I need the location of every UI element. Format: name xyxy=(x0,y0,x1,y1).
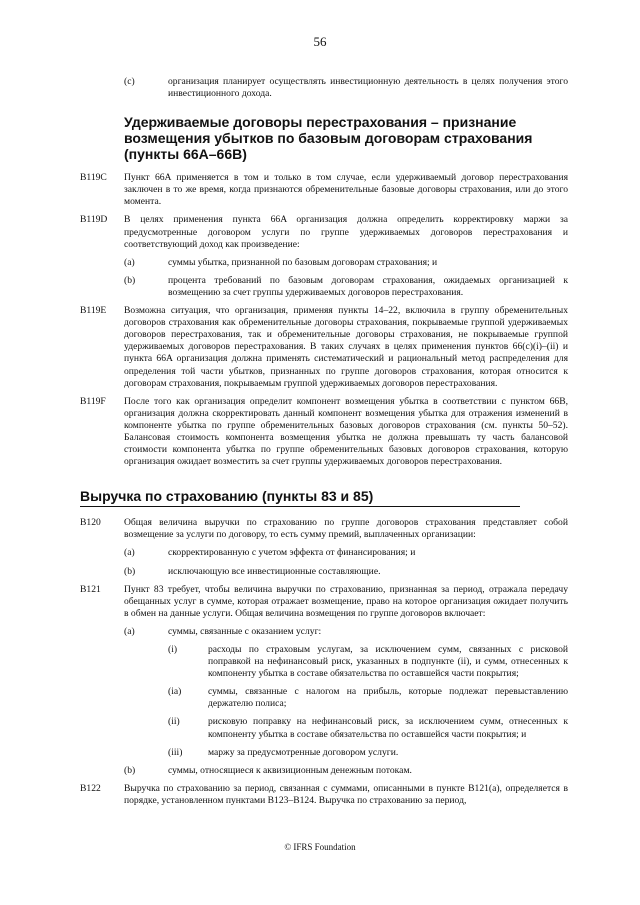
list-item xyxy=(80,765,568,777)
section-heading: Удерживаемые договоры перестрахования – признание возмещения убытков по базовым договорам страхования (пункты 66A–66B) xyxy=(124,114,533,163)
item-text: процента требований по базовым договорам страхования, ожидаемых организацией к возмещению за счет группы удерживаемых договоров перестрахования. xyxy=(168,274,568,298)
list-item xyxy=(80,275,568,299)
list-item xyxy=(80,257,568,269)
item-text: суммы, связанные с налогом на прибыль, которые подлежат перевыставлению держателю полиса; xyxy=(208,686,568,710)
item-label: (b) xyxy=(124,764,136,776)
item-text: маржу за предусмотренные договором услуги. xyxy=(208,746,399,758)
paragraph-number: B120 xyxy=(80,517,101,529)
item-label: (a) xyxy=(124,547,135,559)
list-item xyxy=(80,644,568,680)
paragraph-b120 xyxy=(80,517,568,541)
paragraph-text: Возможна ситуация, что организация, применяя пункты 14–22, включила в группу обременительных договоров страхования как обременительные договоры страхования, покрываемые группой удерживаемых договоров перестрахования, так и обременительные договоры страхования, не покрываемые группой удерживаемых договоров перестрахования. В таких случаях в целях применения пунктов 66(c)(i)–(ii) и пункта 66A организация должна применять систематический и рациональный метод распределения для определения той части убытков, признанных по группе договоров страхования, которая относится к договорам страхования, покрываемым группой удерживаемых договоров перестрахования. xyxy=(124,305,568,389)
section-heading: Выручка по страхованию (пункты 83 и 85) xyxy=(80,488,520,507)
list-item xyxy=(80,626,568,638)
item-text: расходы по страховым услугам, за исключением сумм, связанных с рисковой поправкой на нефинансовый риск, указанных в подпункте (ii), и сумм, отнесенных к компоненту убытка в составе обязательства по оставшейся части покрытия; xyxy=(208,644,568,680)
list-item xyxy=(80,547,568,559)
paragraph-b119c xyxy=(80,172,568,208)
item-label: (c) xyxy=(124,76,135,87)
paragraph-b122 xyxy=(80,783,568,807)
item-text: суммы, связанные с оказанием услуг: xyxy=(168,625,322,637)
item-label: (ii) xyxy=(168,716,180,728)
item-label: (a) xyxy=(124,625,135,637)
page-number: 56 xyxy=(313,34,327,49)
item-label: (b) xyxy=(124,565,136,577)
paragraph-number: B122 xyxy=(80,782,101,794)
paragraph-number: B119D xyxy=(80,214,108,226)
paragraph-b119e xyxy=(80,305,568,390)
paragraph-b119d xyxy=(80,214,568,250)
item-label: (ia) xyxy=(168,686,182,698)
page-content xyxy=(80,76,568,813)
item-text: организация планирует осуществлять инвестиционную деятельность в целях получения этого инвестиционного дохода. xyxy=(168,76,568,100)
footer-copyright: © IFRS Foundation xyxy=(284,842,356,852)
list-item xyxy=(80,686,568,710)
item-text: скорректированную с учетом эффекта от финансирования; и xyxy=(168,547,416,559)
paragraph-text: После того как организация определит компонент возмещения убытка в соответствии с пунктом 66B, организация должна скорректировать данный компонент возмещения убытка для отражения изменений в компоненте убытка по группе обременительных базовых договоров страхования (см. пункты 50–52). Балансовая стоимость компонента возмещения убытка не должна превышать ту часть балансовой стоимости компонента убытка по группе обременительных базовых договоров страхования, которую организация ожидает возместить за счет группы удерживаемых договоров перестрахования. xyxy=(124,395,568,468)
paragraph-text: Общая величина выручки по страхованию по группе договоров страхования представляет собой возмещение за услуги по договору, то есть сумму премий, выплаченных организации: xyxy=(124,517,568,541)
paragraph-text: Пункт 66A применяется в том и только в том случае, если удерживаемый договор перестрахования заключен в то же время, когда признаются обременительные базовые договоры страхования, или до этого момента. xyxy=(124,172,568,208)
paragraph-number: B119F xyxy=(80,395,106,407)
paragraph-number: B119E xyxy=(80,305,107,317)
item-text: суммы, относящиеся к аквизиционным денежным потокам. xyxy=(168,764,412,776)
item-text: рисковую поправку на нефинансовый риск, за исключением сумм, отнесенных к компоненту убытка в составе обязательства по оставшейся части покрытия; и xyxy=(208,716,568,740)
paragraph-b119f xyxy=(80,396,568,469)
item-label: (b) xyxy=(124,274,136,286)
paragraph-text: Выручка по страхованию за период, связанная с суммами, описанными в пункте B121(a), определяется в порядке, установленном пунктами B123–B124. Выручка по страхованию за период, xyxy=(124,782,568,806)
item-label: (i) xyxy=(168,644,178,655)
list-item xyxy=(80,747,568,759)
paragraph-number: B119C xyxy=(80,172,107,184)
item-label: (iii) xyxy=(168,746,183,758)
paragraph-number: B121 xyxy=(80,583,101,595)
item-text: суммы убытка, признанной по базовым договорам страхования; и xyxy=(168,256,438,268)
item-text: исключающую все инвестиционные составляющие. xyxy=(168,565,381,577)
list-item xyxy=(80,566,568,578)
list-item xyxy=(80,716,568,740)
list-item xyxy=(80,76,568,100)
paragraph-b121 xyxy=(80,584,568,620)
item-label: (a) xyxy=(124,256,135,268)
paragraph-text: В целях применения пункта 66A организация должна определить корректировку маржи за предусмотренные договором услуги по группе удерживаемых договоров перестрахования и соответствующий доход как произведение: xyxy=(124,214,568,250)
paragraph-text: Пункт 83 требует, чтобы величина выручки по страхованию, признанная за период, отражала передачу обещанных услуг в сумме, которая отражает возмещение, право на которое организация ожидает получить в обмен на данные услуги. Общая величина возмещения по группе договоров включает: xyxy=(124,583,568,619)
